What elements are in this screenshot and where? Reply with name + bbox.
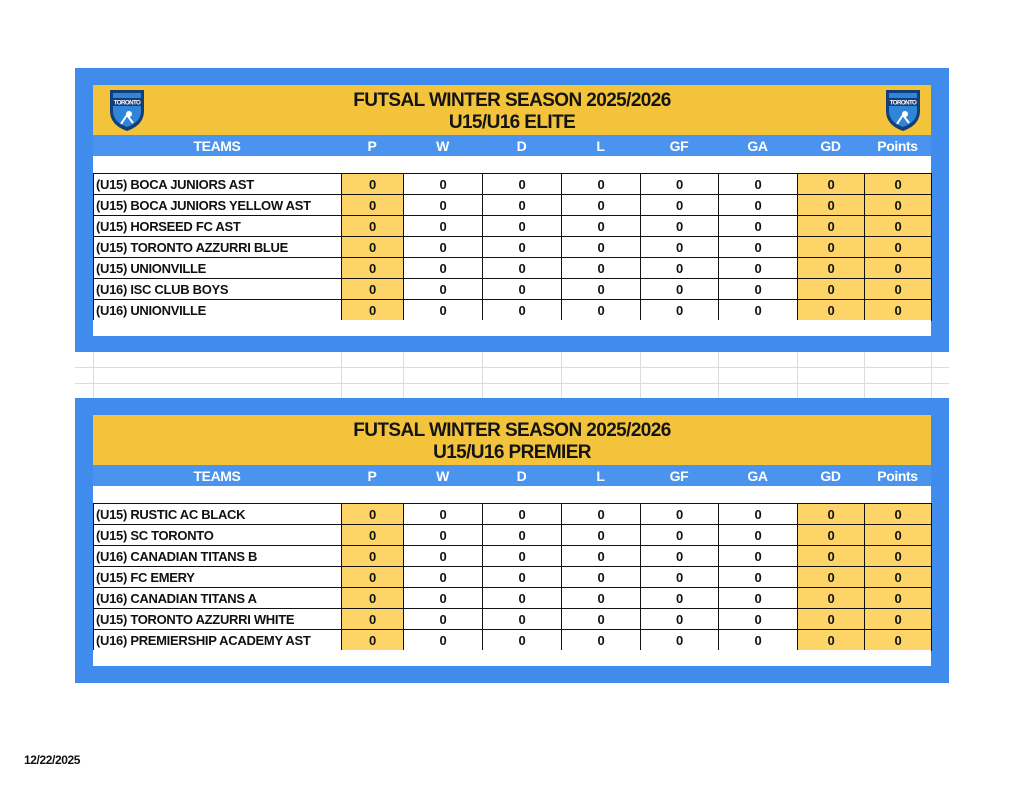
logo-lettering: TORONTO xyxy=(113,99,141,107)
col-goals-for: GF xyxy=(669,138,689,154)
goals-against-cell: 0 xyxy=(719,216,798,237)
table-header-elite xyxy=(93,85,931,135)
points-cell: 0 xyxy=(865,300,932,321)
standings-table xyxy=(93,173,932,321)
played-cell: 0 xyxy=(342,174,404,195)
goals-for-cell: 0 xyxy=(641,546,719,567)
points-cell: 0 xyxy=(865,237,932,258)
draws-cell: 0 xyxy=(483,504,562,525)
team-name-cell: (U15) HORSEED FC AST xyxy=(94,216,342,237)
team-name-cell: (U15) BOCA JUNIORS YELLOW AST xyxy=(94,195,342,216)
goals-against-cell: 0 xyxy=(719,174,798,195)
table-row xyxy=(94,567,932,588)
points-cell: 0 xyxy=(865,546,932,567)
losses-cell: 0 xyxy=(562,504,641,525)
played-cell: 0 xyxy=(342,237,404,258)
goals-against-cell: 0 xyxy=(719,279,798,300)
wins-cell: 0 xyxy=(404,546,483,567)
column-header-row xyxy=(93,465,931,486)
wins-cell: 0 xyxy=(404,567,483,588)
draws-cell: 0 xyxy=(483,174,562,195)
sheet-gap xyxy=(75,352,949,398)
goals-for-cell: 0 xyxy=(641,588,719,609)
goals-for-cell: 0 xyxy=(641,300,719,321)
team-name-cell: (U15) FC EMERY xyxy=(94,567,342,588)
goal-diff-cell: 0 xyxy=(798,504,865,525)
standings-panel-premier xyxy=(75,398,949,683)
played-cell: 0 xyxy=(342,279,404,300)
standings-panel-elite xyxy=(75,68,949,352)
wins-cell: 0 xyxy=(404,300,483,321)
played-cell: 0 xyxy=(342,567,404,588)
wins-cell: 0 xyxy=(404,195,483,216)
goal-diff-cell: 0 xyxy=(798,174,865,195)
team-name-cell: (U16) CANADIAN TITANS A xyxy=(94,588,342,609)
table-row xyxy=(94,546,932,567)
draws-cell: 0 xyxy=(483,258,562,279)
col-losses: L xyxy=(596,138,605,154)
wins-cell: 0 xyxy=(404,525,483,546)
goals-for-cell: 0 xyxy=(641,630,719,651)
wins-cell: 0 xyxy=(404,237,483,258)
played-cell: 0 xyxy=(342,216,404,237)
draws-cell: 0 xyxy=(483,216,562,237)
col-teams: TEAMS xyxy=(193,138,241,154)
goals-for-cell: 0 xyxy=(641,609,719,630)
goals-for-cell: 0 xyxy=(641,174,719,195)
wins-cell: 0 xyxy=(404,258,483,279)
division-title: U15/U16 PREMIER xyxy=(433,442,591,463)
draws-cell: 0 xyxy=(483,237,562,258)
wins-cell: 0 xyxy=(404,609,483,630)
losses-cell: 0 xyxy=(562,174,641,195)
col-goals-against: GA xyxy=(747,138,768,154)
points-cell: 0 xyxy=(865,630,932,651)
goals-for-cell: 0 xyxy=(641,216,719,237)
table-row xyxy=(94,258,932,279)
losses-cell: 0 xyxy=(562,525,641,546)
team-name-cell: (U15) TORONTO AZZURRI WHITE xyxy=(94,609,342,630)
points-cell: 0 xyxy=(865,609,932,630)
col-goals-for: GF xyxy=(669,468,689,484)
goal-diff-cell: 0 xyxy=(798,546,865,567)
division-title: U15/U16 ELITE xyxy=(448,112,576,133)
losses-cell: 0 xyxy=(562,567,641,588)
goals-against-cell: 0 xyxy=(719,258,798,279)
played-cell: 0 xyxy=(342,504,404,525)
points-cell: 0 xyxy=(865,195,932,216)
draws-cell: 0 xyxy=(483,546,562,567)
draws-cell: 0 xyxy=(483,300,562,321)
spacer-row xyxy=(93,320,931,336)
goals-against-cell: 0 xyxy=(719,567,798,588)
standings-table xyxy=(93,503,932,651)
table-row xyxy=(94,609,932,630)
goals-for-cell: 0 xyxy=(641,258,719,279)
col-draws: D xyxy=(516,138,527,154)
points-cell: 0 xyxy=(865,174,932,195)
table-row xyxy=(94,300,932,321)
table-row xyxy=(94,630,932,651)
table-row xyxy=(94,237,932,258)
col-wins: W xyxy=(436,468,449,484)
goal-diff-cell: 0 xyxy=(798,588,865,609)
draws-cell: 0 xyxy=(483,567,562,588)
draws-cell: 0 xyxy=(483,279,562,300)
draws-cell: 0 xyxy=(483,195,562,216)
draws-cell: 0 xyxy=(483,609,562,630)
goal-diff-cell: 0 xyxy=(798,258,865,279)
table-row xyxy=(94,279,932,300)
col-points: Points xyxy=(877,468,918,484)
draws-cell: 0 xyxy=(483,630,562,651)
losses-cell: 0 xyxy=(562,588,641,609)
losses-cell: 0 xyxy=(562,279,641,300)
goals-for-cell: 0 xyxy=(641,567,719,588)
team-name-cell: (U16) PREMIERSHIP ACADEMY AST xyxy=(94,630,342,651)
played-cell: 0 xyxy=(342,630,404,651)
losses-cell: 0 xyxy=(562,195,641,216)
played-cell: 0 xyxy=(342,300,404,321)
col-played: P xyxy=(367,138,377,154)
print-date: 12/22/2025 xyxy=(24,753,81,767)
losses-cell: 0 xyxy=(562,609,641,630)
goals-for-cell: 0 xyxy=(641,237,719,258)
table-row xyxy=(94,525,932,546)
points-cell: 0 xyxy=(865,525,932,546)
played-cell: 0 xyxy=(342,588,404,609)
logo-lettering: TORONTO xyxy=(889,99,917,107)
goals-for-cell: 0 xyxy=(641,504,719,525)
goals-against-cell: 0 xyxy=(719,525,798,546)
col-teams: TEAMS xyxy=(193,468,241,484)
col-wins: W xyxy=(436,138,449,154)
goal-diff-cell: 0 xyxy=(798,237,865,258)
wins-cell: 0 xyxy=(404,279,483,300)
goals-against-cell: 0 xyxy=(719,630,798,651)
draws-cell: 0 xyxy=(483,525,562,546)
goals-for-cell: 0 xyxy=(641,279,719,300)
played-cell: 0 xyxy=(342,195,404,216)
col-points: Points xyxy=(877,138,918,154)
goal-diff-cell: 0 xyxy=(798,216,865,237)
spacer-row xyxy=(93,650,931,666)
col-draws: D xyxy=(516,468,527,484)
goal-diff-cell: 0 xyxy=(798,609,865,630)
table-row xyxy=(94,195,932,216)
wins-cell: 0 xyxy=(404,216,483,237)
table-row xyxy=(94,504,932,525)
goals-against-cell: 0 xyxy=(719,300,798,321)
season-title: FUTSAL WINTER SEASON 2025/2026 xyxy=(353,90,671,111)
goals-against-cell: 0 xyxy=(719,237,798,258)
goals-against-cell: 0 xyxy=(719,195,798,216)
goal-diff-cell: 0 xyxy=(798,630,865,651)
losses-cell: 0 xyxy=(562,546,641,567)
points-cell: 0 xyxy=(865,588,932,609)
table-header-premier xyxy=(93,415,931,465)
goals-for-cell: 0 xyxy=(641,525,719,546)
played-cell: 0 xyxy=(342,546,404,567)
goals-against-cell: 0 xyxy=(719,588,798,609)
spacer-row xyxy=(93,156,931,173)
draws-cell: 0 xyxy=(483,588,562,609)
goal-diff-cell: 0 xyxy=(798,525,865,546)
losses-cell: 0 xyxy=(562,630,641,651)
played-cell: 0 xyxy=(342,258,404,279)
goal-diff-cell: 0 xyxy=(798,300,865,321)
table-row xyxy=(94,588,932,609)
played-cell: 0 xyxy=(342,525,404,546)
points-cell: 0 xyxy=(865,216,932,237)
team-name-cell: (U15) UNIONVILLE xyxy=(94,258,342,279)
losses-cell: 0 xyxy=(562,258,641,279)
team-name-cell: (U15) RUSTIC AC BLACK xyxy=(94,504,342,525)
wins-cell: 0 xyxy=(404,630,483,651)
goal-diff-cell: 0 xyxy=(798,567,865,588)
club-crest-logo-left xyxy=(107,87,147,133)
col-goals-against: GA xyxy=(747,468,768,484)
team-name-cell: (U15) BOCA JUNIORS AST xyxy=(94,174,342,195)
col-goal-diff: GD xyxy=(820,138,841,154)
table-row xyxy=(94,216,932,237)
goal-diff-cell: 0 xyxy=(798,195,865,216)
goals-against-cell: 0 xyxy=(719,504,798,525)
wins-cell: 0 xyxy=(404,588,483,609)
col-losses: L xyxy=(596,468,605,484)
goals-for-cell: 0 xyxy=(641,195,719,216)
played-cell: 0 xyxy=(342,609,404,630)
season-title: FUTSAL WINTER SEASON 2025/2026 xyxy=(353,420,671,441)
team-name-cell: (U15) SC TORONTO xyxy=(94,525,342,546)
losses-cell: 0 xyxy=(562,216,641,237)
table-row xyxy=(94,174,932,195)
goal-diff-cell: 0 xyxy=(798,279,865,300)
goals-against-cell: 0 xyxy=(719,609,798,630)
wins-cell: 0 xyxy=(404,504,483,525)
points-cell: 0 xyxy=(865,279,932,300)
col-goal-diff: GD xyxy=(820,468,841,484)
wins-cell: 0 xyxy=(404,174,483,195)
col-played: P xyxy=(367,468,377,484)
team-name-cell: (U16) CANADIAN TITANS B xyxy=(94,546,342,567)
team-name-cell: (U16) UNIONVILLE xyxy=(94,300,342,321)
points-cell: 0 xyxy=(865,567,932,588)
points-cell: 0 xyxy=(865,504,932,525)
team-name-cell: (U16) ISC CLUB BOYS xyxy=(94,279,342,300)
losses-cell: 0 xyxy=(562,237,641,258)
points-cell: 0 xyxy=(865,258,932,279)
club-crest-logo-right xyxy=(883,87,923,133)
spacer-row xyxy=(93,486,931,503)
goals-against-cell: 0 xyxy=(719,546,798,567)
column-header-row xyxy=(93,135,931,156)
losses-cell: 0 xyxy=(562,300,641,321)
team-name-cell: (U15) TORONTO AZZURRI BLUE xyxy=(94,237,342,258)
